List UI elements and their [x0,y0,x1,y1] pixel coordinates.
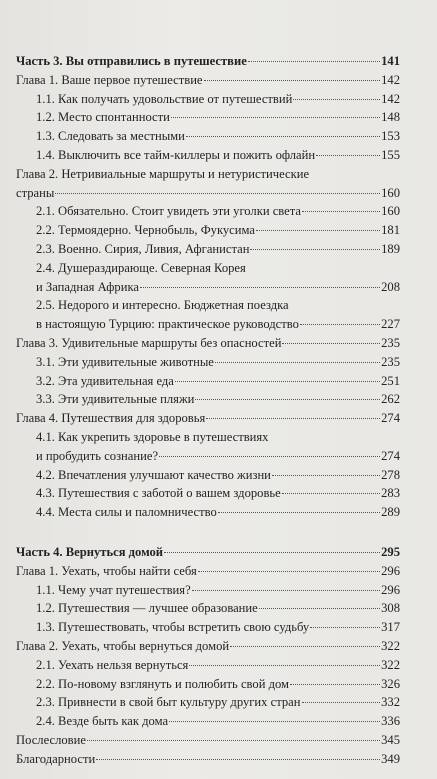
toc-section-entry [16,390,400,409]
toc-row [16,278,400,297]
toc-chapter-entry [16,637,400,656]
table-of-contents [16,52,400,768]
toc-part-4 [16,543,400,769]
entry-title: 4.4. Места силы и паломничество [36,505,217,520]
toc-row [16,409,400,428]
entry-title: Благодарности [16,751,96,766]
dot-leader [140,287,380,288]
dot-leader [55,193,380,194]
entry-page-number: 235 [381,354,400,369]
dot-leader [272,475,380,476]
dot-leader [198,571,380,572]
dot-leader [248,61,380,62]
toc-row [16,599,400,618]
entry-page-number: 142 [381,91,400,106]
entry-title: 1.3. Следовать за местными [36,129,185,144]
entry-page-number: 142 [381,72,400,87]
part-title: Часть 4. Вернуться домой [16,544,164,559]
dot-leader [189,665,380,666]
toc-row [16,675,400,694]
entry-page-number: 160 [381,185,400,200]
entry-page-number: 308 [381,601,400,616]
toc-row [16,202,400,221]
toc-row [16,353,400,372]
toc-section-entry [16,296,400,334]
toc-row [16,693,400,712]
toc-section-entry [16,259,400,297]
entry-title-continuation: страны [16,185,55,200]
toc-chapter-entry [16,165,400,203]
toc-section-entry [16,108,400,127]
dot-leader [302,211,380,212]
entry-title: Глава 1. Ваше первое путешествие [16,72,203,87]
toc-chapter-entry [16,750,400,769]
toc-row [16,447,400,466]
entry-page-number: 289 [381,505,400,520]
dot-leader [171,117,380,118]
dot-leader [164,552,380,553]
dot-leader [192,590,380,591]
dot-leader [310,627,380,628]
toc-row [16,637,400,656]
toc-section-entry [16,693,400,712]
toc-row [16,390,400,409]
toc-part-3 [16,52,400,522]
entry-page-number: 208 [381,279,400,294]
entry-title: 1.3. Путешествовать, чтобы встретить свою судьбу [36,620,310,635]
entry-page-number: 296 [381,582,400,597]
dot-leader [159,456,380,457]
toc-row [16,127,400,146]
toc-section-entry [16,127,400,146]
entry-title: Глава 2. Нетривиальные маршруты и нетуристические [16,166,310,181]
toc-section-entry [16,712,400,731]
toc-row [16,750,400,769]
entry-title: Послесловие [16,732,86,747]
dot-leader [316,155,380,156]
toc-row [16,146,400,165]
toc-row [16,712,400,731]
part-page-number: 141 [381,54,400,68]
entry-page-number: 189 [381,241,400,256]
part-title: Часть 3. Вы отправились в путешествие [16,54,247,68]
toc-row [16,581,400,600]
entry-page-number: 326 [381,676,400,691]
toc-chapter-entry [16,731,400,750]
entry-page-number: 317 [381,620,400,635]
dot-leader [290,684,380,685]
toc-row [16,503,400,522]
dot-leader [293,99,380,100]
toc-row [16,90,400,109]
entry-title: 2.1. Уехать нельзя вернуться [36,657,189,672]
entry-title-continuation: и пробудить сознание? [36,448,159,463]
entry-title: 1.1. Чему учат путешествия? [36,582,191,597]
entry-title: 2.4. Душераздирающе. Северная Корея [36,260,246,275]
entry-title: 4.3. Путешествия с заботой о вашем здоровье [36,486,281,501]
toc-section-entry [16,581,400,600]
toc-row [16,221,400,240]
dot-leader [87,740,380,741]
dot-leader [300,324,380,325]
entry-title: 2.3. Военно. Сирия, Ливия, Афганистан [36,241,250,256]
entry-title: 2.4. Везде быть как дома [36,714,169,729]
entry-page-number: 148 [381,110,400,125]
toc-section-entry [16,503,400,522]
dot-leader [96,759,380,760]
toc-row [16,656,400,675]
dot-leader [282,343,380,344]
toc-section-entry [16,675,400,694]
entry-title: Глава 4. Путешествия для здоровья [16,411,206,426]
toc-section-entry [16,240,400,259]
dot-leader [206,418,380,419]
entry-title: 2.1. Обязательно. Стоит увидеть эти уголки света [36,204,302,219]
entry-title-continuation: и Западная Африка [36,279,139,294]
entry-title: 4.1. Как укрепить здоровье в путешествиях [36,429,269,444]
dot-leader [204,80,381,81]
toc-section-entry [16,90,400,109]
toc-section-entry [16,484,400,503]
entry-page-number: 227 [381,317,400,332]
entry-title: 1.2. Путешествия — лучшее образование [36,601,258,616]
entry-page-number: 332 [381,695,400,710]
entry-title: Глава 3. Удивительные маршруты без опасностей [16,335,282,350]
toc-entries [16,71,400,522]
entry-page-number: 153 [381,129,400,144]
entry-title: 2.2. Термоядерно. Чернобыль, Фукусима [36,223,255,238]
toc-section-entry [16,599,400,618]
toc-row [16,71,400,90]
toc-row [16,240,400,259]
dot-leader [250,249,380,250]
entry-page-number: 278 [381,467,400,482]
dot-leader [195,399,380,400]
entry-title: 3.3. Эти удивительные пляжи [36,392,195,407]
entry-title: 2.5. Недорого и интересно. Бюджетная поездка [36,298,289,313]
entry-title-continuation: в настоящую Турцию: практическое руководство [36,317,299,332]
entry-page-number: 262 [381,392,400,407]
toc-section-entry [16,202,400,221]
toc-part-heading [16,52,400,71]
toc-row [16,562,400,581]
dot-leader [230,646,380,647]
entry-title: 3.1. Эти удивительные животные [36,354,214,369]
entry-page-number: 251 [381,373,400,388]
entry-title: 1.4. Выключить все тайм-киллеры и пожить офлайн [36,147,316,162]
entry-page-number: 345 [381,732,400,747]
toc-section-entry [16,372,400,391]
entry-title: 1.1. Как получать удовольствие от путешествий [36,91,293,106]
part-spacer [16,522,400,543]
dot-leader [186,136,380,137]
dot-leader [256,230,380,231]
entry-page-number: 322 [381,657,400,672]
part-page-number: 295 [381,544,400,559]
toc-section-entry [16,353,400,372]
toc-chapter-entry [16,71,400,90]
toc-chapter-entry [16,409,400,428]
entry-title: 4.2. Впечатления улучшают качество жизни [36,467,271,482]
entry-page-number: 349 [381,751,400,766]
entry-title: 1.2. Место спонтанности [36,110,170,125]
toc-row [16,466,400,485]
dot-leader [282,493,380,494]
toc-part-heading [16,543,400,562]
toc-section-entry [16,466,400,485]
toc-section-entry [16,618,400,637]
toc-row [16,372,400,391]
entry-page-number: 274 [381,448,400,463]
toc-row [16,334,400,353]
toc-row [16,315,400,334]
entry-title: 3.2. Эта удивительная еда [36,373,174,388]
toc-chapter-entry [16,334,400,353]
toc-section-entry [16,221,400,240]
entry-page-number: 274 [381,411,400,426]
dot-leader [175,381,380,382]
toc-entries [16,562,400,769]
toc-row [16,618,400,637]
toc-row [16,484,400,503]
toc-section-entry [16,146,400,165]
entry-page-number: 296 [381,563,400,578]
entry-page-number: 283 [381,486,400,501]
entry-title: 2.2. По-новому взглянуть и полюбить свой дом [36,676,290,691]
toc-chapter-entry [16,562,400,581]
entry-title: Глава 1. Уехать, чтобы найти себя [16,563,197,578]
entry-page-number: 181 [381,223,400,238]
dot-leader [259,608,380,609]
entry-page-number: 155 [381,147,400,162]
toc-section-entry [16,656,400,675]
entry-page-number: 160 [381,204,400,219]
toc-section-entry [16,428,400,466]
toc-row [16,731,400,750]
dot-leader [218,512,380,513]
dot-leader [169,721,380,722]
entry-page-number: 336 [381,714,400,729]
toc-row [16,108,400,127]
entry-page-number: 235 [381,335,400,350]
entry-title: 2.3. Привнести в свой быт культуру других стран [36,695,301,710]
toc-row [16,184,400,203]
dot-leader [215,362,380,363]
entry-page-number: 322 [381,638,400,653]
entry-title: Глава 2. Уехать, чтобы вернуться домой [16,638,230,653]
dot-leader [302,702,381,703]
